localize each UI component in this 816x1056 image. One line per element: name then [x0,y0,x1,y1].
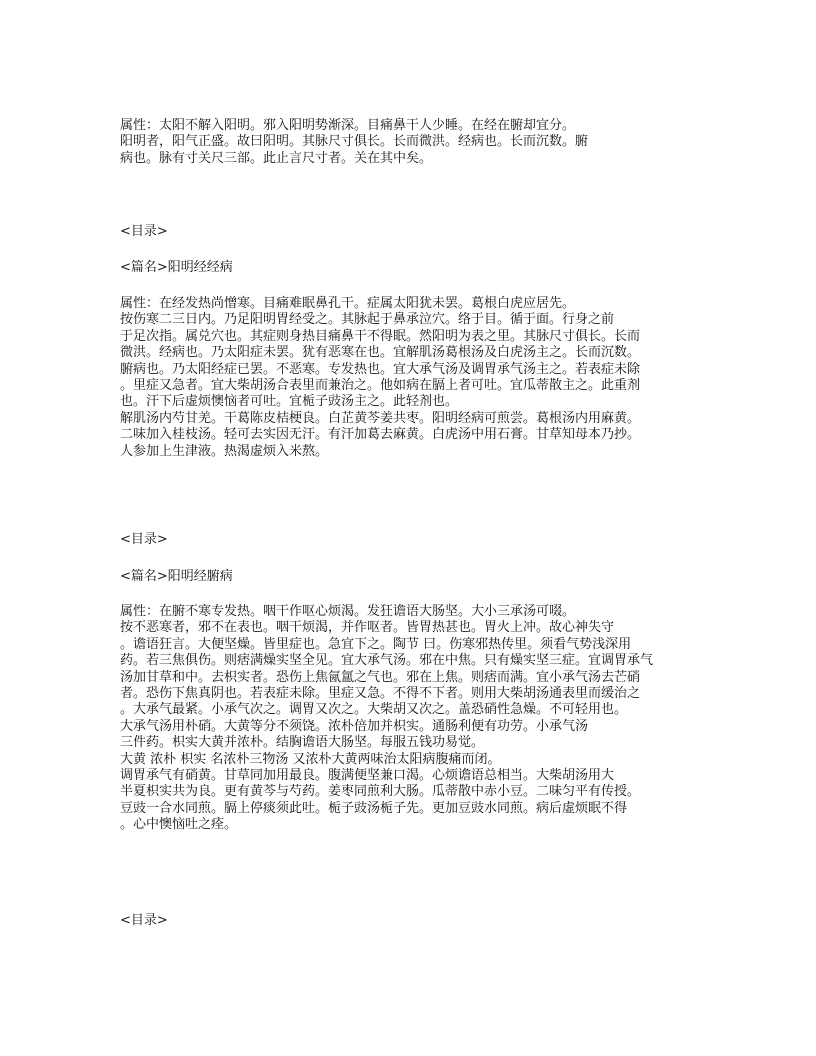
text-line: 腑病也。乃太阳经症已罢。不恶寒。专发热也。宜大承气汤及调胃承气汤主之。若表症未除 [120,361,641,377]
chapter-title: <篇名>阳明经经病 [120,260,233,275]
chapter-2-text [120,296,740,460]
text-line: 于足次指。属兑穴也。其症则身热目痛鼻干不得眠。然阳明为表之里。其脉尺寸俱长。长而 [120,328,641,344]
text-line: 大承气汤用朴硝。大黄等分不须饶。浓朴倍加并枳实。通肠利便有功劳。小承气汤 [120,718,589,734]
text-line: 二味加入桂枝汤。轻可去实因无汗。有汗加葛去麻黄。白虎汤中用石膏。甘草知母本乃抄。 [120,427,641,443]
text-line: 大黄 浓朴 枳实 名浓朴三物汤 又浓朴大黄两味治太阳病腹痛而闭。 [120,751,501,767]
text-line: 按不恶寒者，邪不在表也。咽干烦渴，并作呕者。皆胃热甚也。胃火上冲。故心神失守 [120,620,615,636]
text-line: 病也。脉有寸关尺三部。此止言尺寸者。关在其中矣。 [120,150,433,166]
text-line: 属性：在经发热尚憎寒。目痛难眠鼻孔干。症属太阳犹未罢。葛根白虎应居先。 [120,296,576,311]
text-line: 阳明者，阳气正盛。故曰阳明。其脉尺寸俱长。长而微洪。经病也。长而沉数。腑 [120,134,589,150]
text-line: 豆豉一合水同煎。膈上停痰须此吐。栀子豉汤栀子先。更加豆豉水同煎。病后虚烦眠不得 [120,800,628,816]
toc-link[interactable]: <目录> [120,532,168,547]
text-line: 属性：太阳不解入阳明。邪入阳明势渐深。目痛鼻干人少睡。在经在腑却宜分。 [120,118,576,133]
text-line: 解肌汤内芍甘羌。干葛陈皮桔梗良。白芷黄芩姜共枣。阳明经病可煎尝。葛根汤内用麻黄。 [120,410,641,426]
text-line: 。心中懊恼吐之痊。 [120,817,238,833]
text-line: 者。恐伤下焦真阴也。若表症未除。里症又急。不得不下者。则用大柴胡汤通表里而缓治之 [120,685,641,701]
toc-link[interactable]: <目录> [120,224,168,239]
chapter-3-text [120,604,740,833]
text-line: 也。汗下后虚烦懊恼者可吐。宜栀子豉汤主之。此轻剂也。 [120,394,459,410]
text-line: 。里症又急者。宜大柴胡汤合表里而兼治之。他如病在膈上者可吐。宜瓜蒂散主之。此重剂 [120,377,641,393]
text-line: 人参加上生津液。热渴虚烦入米熬。 [120,443,329,459]
text-line: 按伤寒二三日内。乃足阳明胃经受之。其脉起于鼻承泣穴。络于目。循于面。行身之前 [120,312,615,328]
text-line: 汤加甘草和中。去枳实者。恐伤上焦氤氲之气也。邪在上焦。则痞而满。宜小承气汤去芒硝 [120,669,641,685]
text-line: 。大承气最紧。小承气次之。调胃又次之。大柴胡又次之。盖恐硝性急燥。不可轻用也。 [120,702,628,718]
toc-link[interactable]: <目录> [120,913,168,928]
section-1-text [120,118,720,167]
chapter-title: <篇名>阳明经腑病 [120,569,233,584]
text-line: 微洪。经病也。乃太阳症未罢。犹有恶寒在也。宜解肌汤葛根汤及白虎汤主之。长而沉数。 [120,345,641,361]
text-line: 半夏枳实共为良。更有黄芩与芍药。姜枣同煎利大肠。瓜蒂散中赤小豆。二味匀平有传授。 [120,784,641,800]
text-line: 三件药。枳实大黄并浓朴。结胸谵语大肠坚。每服五钱功易觉。 [120,735,485,751]
text-line: 。谵语狂言。大便坚燥。皆里症也。急宜下之。陶节 曰。伤寒邪热传里。须看气势浅深用 [120,636,632,652]
text-line: 调胃承气有硝黄。甘草同加用最良。腹满便坚兼口渴。心烦谵语总相当。大柴胡汤用大 [120,767,615,783]
text-line: 属性：在腑不寒专发热。咽干作呕心烦渴。发狂谵语大肠坚。大小三承汤可啜。 [120,604,576,619]
text-line: 药。若三焦俱伤。则痞满燥实坚全见。宜大承气汤。邪在中焦。只有燥实坚三症。宜调胃承气 [120,653,654,669]
